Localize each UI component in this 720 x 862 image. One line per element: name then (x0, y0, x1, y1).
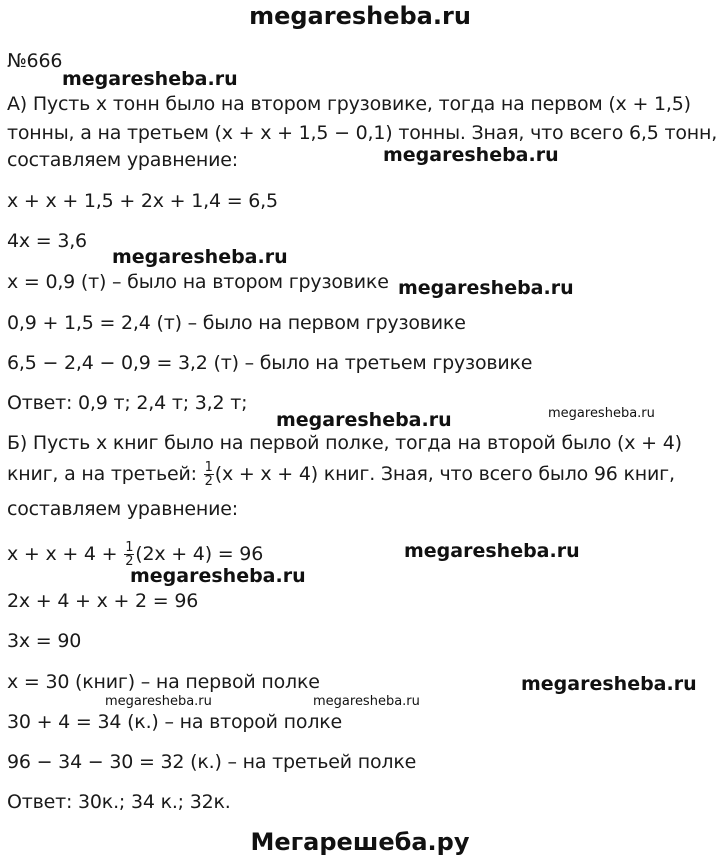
fraction-numerator: 1 (204, 460, 213, 475)
part-a-equation-1: x + x + 1,5 + 2x + 1,4 = 6,5 (7, 190, 278, 212)
site-header: megaresheba.ru (249, 2, 471, 30)
part-b-equation-2: 2x + 4 + x + 2 = 96 (7, 590, 199, 612)
fraction-denominator: 2 (204, 474, 213, 489)
part-a-line-1: А) Пусть x тонн было на втором грузовике, тогда на первом (x + 1,5) (7, 93, 691, 115)
part-b-equation-1 (7, 541, 263, 568)
site-footer: Мегарешеба.ру (250, 828, 470, 856)
part-b-equation-5: 30 + 4 = 34 (к.) – на второй полке (7, 711, 343, 733)
watermark: megaresheba.ru (521, 673, 697, 695)
watermark: megaresheba.ru (276, 409, 452, 431)
watermark: megaresheba.ru (130, 565, 306, 587)
watermark-small: megaresheba.ru (313, 694, 420, 709)
part-b-line-2-start: книг, а на третьей: (7, 463, 203, 485)
part-a-equation-5: 6,5 − 2,4 − 0,9 = 3,2 (т) – было на третьем грузовике (7, 352, 533, 374)
part-a-equation-4: 0,9 + 1,5 = 2,4 (т) – было на первом грузовике (7, 312, 466, 334)
part-b-equation-3: 3x = 90 (7, 630, 82, 652)
watermark: megaresheba.ru (112, 246, 288, 268)
fraction-half-eq (124, 541, 134, 568)
part-b-line-2-end: (x + x + 4) книг. Зная, что всего было 96 книг, (214, 463, 675, 485)
watermark: megaresheba.ru (62, 68, 238, 90)
part-a-equation-3: x = 0,9 (т) – было на втором грузовике (7, 271, 389, 293)
part-a-equation-2: 4x = 3,6 (7, 230, 87, 252)
part-a-answer: Ответ: 0,9 т; 2,4 т; 3,2 т; (7, 392, 248, 414)
problem-number: №666 (7, 50, 63, 72)
part-a-line-2: тонны, а на третьем (x + x + 1,5 − 0,1) тонны. Зная, что всего 6,5 тонн, (7, 122, 718, 144)
part-b-equation-4: x = 30 (книг) – на первой полке (7, 671, 320, 693)
fraction-denominator-eq: 2 (125, 554, 134, 569)
part-b-equation-1-end: (2x + 4) = 96 (135, 543, 264, 565)
watermark-small: megaresheba.ru (105, 694, 212, 709)
part-b-line-3: составляем уравнение: (7, 498, 238, 520)
fraction-half (204, 461, 214, 488)
watermark-small: megaresheba.ru (548, 406, 655, 421)
part-b-answer: Ответ: 30к.; 34 к.; 32к. (7, 791, 231, 813)
part-b-equation-6: 96 − 34 − 30 = 32 (к.) – на третьей полке (7, 751, 417, 773)
watermark: megaresheba.ru (398, 277, 574, 299)
watermark: megaresheba.ru (383, 144, 559, 166)
part-b-equation-1-start: x + x + 4 + (7, 543, 124, 565)
part-a-line-3: составляем уравнение: (7, 149, 238, 171)
part-b-line-2 (7, 461, 675, 488)
fraction-numerator-eq: 1 (125, 540, 134, 555)
watermark: megaresheba.ru (404, 540, 580, 562)
part-b-line-1: Б) Пусть x книг было на первой полке, тогда на второй было (x + 4) (7, 432, 682, 454)
